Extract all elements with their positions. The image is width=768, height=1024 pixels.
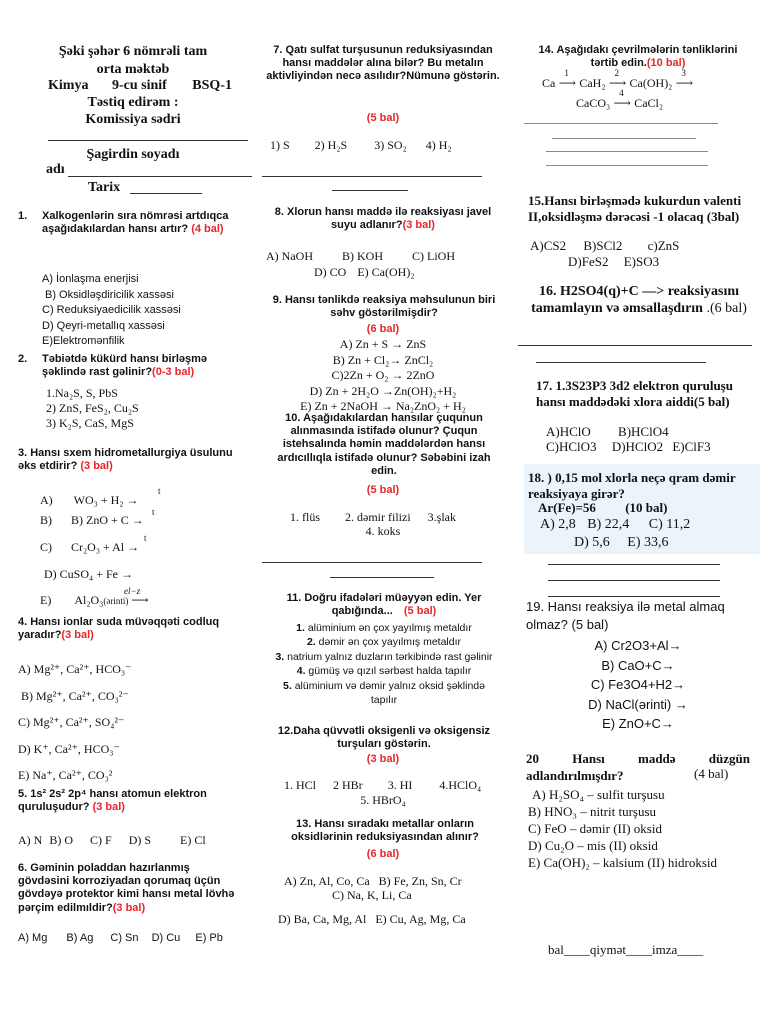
q20-points: (4 bal): [694, 766, 729, 781]
q11-item-1-text: alüminium ən çox yayılmış metaldır: [307, 622, 472, 634]
q9-option-e[interactable]: E) Zn + 2NaOH → Na₂ZnO₂ + H₂: [300, 399, 466, 413]
q11-points: (5 bal): [403, 605, 437, 618]
q11-item-2[interactable]: [272, 635, 496, 649]
q18-given: [538, 501, 667, 516]
q6-option-b[interactable]: B) Ag: [66, 932, 94, 944]
subject: Kimya: [48, 78, 89, 93]
q14-question: 14. Aşağıdakı çevrilmələrin tənliklərini tərtib edin.: [538, 44, 738, 70]
q3-b-eq: B) ZnO + C: [71, 513, 129, 527]
q3-b-label: B): [40, 513, 52, 527]
q3-option-e[interactable]: E) Al₂O₃(ərinti) ⟶: [40, 593, 149, 607]
q13-option-c[interactable]: C) Na, K, Li, Ca: [332, 888, 412, 902]
q14-cacl2: CaCl₂: [634, 96, 664, 110]
q6-option-e[interactable]: E) Pb: [195, 932, 223, 944]
q3-t-mark-b: t: [152, 507, 155, 517]
q9-option-b[interactable]: B) Zn + Cl₂→ ZnCl₂: [332, 352, 434, 367]
q14-text: [524, 44, 752, 70]
q3-c-label: C): [40, 540, 52, 554]
q8-points: (3 bal): [402, 219, 435, 232]
q8-options-row1: [266, 250, 455, 264]
q7-points: (5 bal): [366, 112, 400, 124]
q15-options-row2: [568, 255, 659, 270]
q19-question: 19. Hansı reaksiya ilə metal almaq olmaz?: [526, 599, 725, 632]
q14-chain-row2: CaCO₃ 4 ⟶ CaCl₂: [576, 88, 664, 110]
q11-item-5-text: alüminium və dəmir yalnız oksid şəklində tapılır: [294, 679, 485, 707]
grade-footer[interactable]: bal____qiymət____imza____: [548, 942, 704, 957]
q18-answer-line-2[interactable]: [548, 580, 720, 581]
q8-option-b[interactable]: B) KOH: [342, 249, 383, 263]
q14-chain-row1: Ca 1 ⟶ CaH₂ 2 ⟶ Ca(OH)₂ 3 ⟶: [542, 68, 693, 90]
q12-option-1[interactable]: 1. HCl: [284, 778, 317, 792]
q18-option-b[interactable]: B) 22,4: [587, 517, 630, 532]
name-field[interactable]: [68, 176, 252, 177]
q7-answer-line-1[interactable]: [262, 176, 482, 177]
q12-text: 12.Daha qüvvətli oksigenli və oksigensiz turşuları göstərin.: [277, 725, 491, 751]
q1-option-b[interactable]: B) Oksidləşdiricilik xassəsi: [45, 288, 174, 301]
q17-option-a[interactable]: A)HClO: [546, 424, 591, 439]
q4-option-c[interactable]: C) Mg²⁺, Ca²⁺, SO₄²⁻: [18, 715, 125, 729]
q16-answer-line-2[interactable]: [536, 362, 706, 363]
q1-points: (4 bal): [191, 223, 224, 236]
q16-text: [522, 284, 756, 317]
q11-item-1-num: 1.: [296, 622, 305, 634]
q19-option-b[interactable]: B) CaO+C→: [601, 657, 675, 673]
q14-step-3: 3: [681, 68, 686, 78]
q13-option-d[interactable]: D) Ba, Ca, Mg, Al: [278, 912, 367, 926]
q15-option-b[interactable]: B)SCl2: [583, 238, 623, 253]
q3-question: 3. Hansı sxem hidrometallurgiya üsulunu əks etdirir?: [18, 447, 233, 473]
q20-option-e[interactable]: E) Ca(OH)₂ – kalsium (II) hidroksid: [528, 855, 718, 870]
q13-options-row3: [278, 913, 466, 927]
signature-line: [48, 140, 248, 141]
q14-cah2: CaH₂: [579, 76, 606, 90]
q16-points: .(6 bal): [706, 300, 747, 316]
q10-option-1[interactable]: 1. flüs: [290, 510, 320, 524]
q6-options: [18, 932, 223, 945]
q7-options: [270, 139, 452, 153]
q18-option-e[interactable]: E) 33,6: [627, 535, 669, 550]
q17-question: 17. 1.3S23P3 3d2 elektron quruluşu hansı maddədəki xlora aiddi: [536, 378, 733, 409]
q3-e-eq: Al₂O₃: [74, 593, 104, 607]
q14-answer-line-4[interactable]: [546, 165, 708, 166]
q3-option-d[interactable]: D) CuSO₄ + Fe →: [44, 567, 133, 581]
q8-option-c[interactable]: C) LiOH: [412, 249, 455, 263]
q1-text: [18, 210, 238, 236]
q6-text: [18, 862, 244, 915]
q4-option-a[interactable]: A) Mg²⁺, Ca²⁺, HCO₃⁻: [18, 662, 132, 676]
q17-options-row1: [546, 425, 669, 440]
q11-item-3-num: 3.: [275, 650, 285, 663]
q11-question: 11. Doğru ifadələri müəyyən edin. Yer qabığında...: [286, 592, 482, 618]
q5-text: [18, 788, 243, 814]
q3-text: [18, 447, 238, 473]
q9-text: 9. Hansı tənlikdə reaksiya məhsulunun biri səhv göstərilmişdir?: [272, 294, 496, 320]
q15-options-row1: [530, 239, 679, 254]
q8-options-row2: [314, 266, 415, 280]
q1-num: 1.: [18, 210, 28, 222]
q10-answer-line-1[interactable]: [262, 562, 482, 563]
q13-options-row1: [284, 875, 462, 889]
q11-item-3-text: natrium yalnız duzların tərkibində rast gəlinir: [287, 650, 493, 663]
q17-option-d[interactable]: D)HClO2: [611, 439, 664, 454]
q14-answer-line-1[interactable]: [524, 123, 718, 124]
q11-items: [272, 621, 496, 707]
q8-option-a[interactable]: A) NaOH: [266, 249, 313, 263]
q13-text: 13. Hansı sıradakı metallar onların oksidlərinin reduksiyasından alınır?: [291, 818, 479, 844]
q13-option-b[interactable]: B) Fe, Zn, Sn, Cr: [378, 874, 462, 888]
q11-item-2-num: 2.: [306, 636, 316, 649]
q3-e-label: E): [40, 593, 52, 607]
q7-option-1[interactable]: 1) S: [270, 138, 290, 152]
q20-option-b[interactable]: B) HNO₃ – nitrit turşusu: [528, 804, 657, 819]
q20-options: [528, 786, 752, 871]
q3-points: (3 bal): [80, 460, 113, 473]
q12-options-row1: [284, 779, 481, 793]
school-line1: Şəki şəhər 6 nömrəli tam: [58, 44, 208, 59]
q10-option-4[interactable]: 4. koks: [365, 524, 401, 538]
approve-label: Təstiq edirəm :: [87, 95, 179, 110]
commission-label: Komissiya sədri: [85, 112, 181, 127]
q17-option-c[interactable]: C)HClO3: [546, 439, 597, 454]
q4-text: [18, 616, 238, 642]
q5-options: [18, 834, 206, 848]
q18-answer-line-3[interactable]: [548, 596, 720, 597]
q14-answer-line-3[interactable]: [546, 151, 708, 152]
q10-points: (5 bal): [366, 484, 400, 496]
q11-item-5[interactable]: [272, 679, 496, 708]
q3-t-mark-c: t: [144, 533, 147, 543]
q2-options: [46, 386, 246, 431]
school-name: [14, 44, 252, 60]
subject-line: [48, 78, 232, 94]
q9-points: (6 bal): [366, 323, 400, 335]
q15-option-d[interactable]: D)FeS2: [568, 254, 609, 269]
q19-option-a[interactable]: A) Cr2O3+Al→: [594, 638, 682, 653]
q9-option-d[interactable]: D) Zn + 2H₂O →Zn(OH)₂+H₂: [309, 383, 457, 398]
q15-option-a[interactable]: A)CS2: [530, 238, 567, 253]
q1-option-e[interactable]: E)Elektromənfilik: [42, 335, 125, 347]
q18-option-d[interactable]: D) 5,6: [574, 535, 610, 550]
q3-a-eq: WO₃ + H₂: [73, 493, 124, 507]
q9-option-c[interactable]: C)2Zn + O₂ → 2ZnO: [331, 368, 435, 382]
q3-el-mark: el−z: [124, 586, 141, 596]
q6-option-d[interactable]: D) Cu: [151, 932, 181, 944]
q7-text: 7. Qatı sulfat turşusunun reduksiyasından hansı maddələr alına bilər? Bu metalın aktivliyindən necə asılıdır?Nümunə göstərin.: [266, 44, 500, 83]
q3-c-eq: Cr₂O₃ + Al: [71, 540, 125, 554]
q1-option-d[interactable]: D) Qeyri-metallıq xassəsi: [42, 319, 165, 332]
q3-option-b[interactable]: B) B) ZnO + C →: [40, 513, 144, 527]
q17-points: (5 bal): [693, 393, 730, 409]
q10-text: 10. Aşağıdakılardan hansılar çuqunun alınmasında istifadə olunur? Çuqun istehsalında həmin maddələrdən hansı ardıcıllıqla istifadə olunur? Səbəbini izah edin.: [277, 412, 491, 477]
q3-a-label: A): [40, 493, 53, 507]
q18-given-value: Ar(Fe)=56: [538, 500, 596, 515]
q18-option-a[interactable]: A) 2,8: [540, 517, 576, 532]
q15-text: [528, 193, 754, 224]
q12-points: (3 bal): [366, 753, 400, 765]
q5-question: 5. 1s² 2s² 2p⁴ hansı atomun elektron quruluşudur?: [18, 788, 207, 814]
q11-item-4[interactable]: [272, 664, 496, 678]
q14-caco3: CaCO₃: [576, 96, 611, 110]
q1-option-c[interactable]: C) Reduksiyaedicilik xassəsi: [42, 304, 181, 316]
q9-option-a[interactable]: A) Zn + S → ZnS: [339, 337, 427, 351]
q19-option-c[interactable]: C) Fe3O4+H2→: [590, 677, 686, 692]
q15-option-e[interactable]: E)SO3: [623, 254, 660, 269]
q4-points: (3 bal): [61, 629, 94, 642]
q15-question: 15.Hansı birləşmədə kukurdun valenti II,oksidləşmə dərəcəsi -1 olacaq: [528, 193, 742, 224]
q10-option-3[interactable]: 3.şlak: [427, 510, 456, 524]
q17-text: [536, 378, 750, 409]
q3-e-note: (ərinti): [103, 596, 129, 606]
q20-question: 20 Hansı maddə düzgün adlandırılmışdır?: [526, 751, 750, 783]
q13-points: (6 bal): [366, 848, 400, 860]
q17-options-row2: [546, 440, 711, 455]
q6-question: 6. Gəminin poladdan hazırlanmış gövdəsini korroziyadan qorumaq üçün gövdəyə protektor kimi hansı metal lövhə pərçim edilmıldir?: [18, 862, 235, 914]
q5-option-d[interactable]: D) S: [128, 833, 152, 847]
q2-num: 2.: [18, 353, 28, 365]
q3-t-mark-a: t: [158, 486, 161, 496]
q6-option-a[interactable]: A) Mg: [18, 932, 48, 944]
q14-points: (10 bal): [646, 57, 686, 70]
q6-points: (3 bal): [112, 901, 146, 914]
q12-option-5[interactable]: 5. HBrO₄: [360, 793, 406, 807]
q2-text: [18, 353, 243, 379]
q3-option-c[interactable]: C) Cr₂O₃ + Al →: [40, 540, 140, 554]
q14-step-4: 4: [619, 88, 624, 98]
q14-step-2: 2: [614, 68, 620, 78]
q13-option-a[interactable]: A) Zn, Al, Co, Ca: [284, 874, 370, 888]
q1-option-a[interactable]: A) İonlaşma enerjisi: [42, 273, 139, 285]
q10-option-2[interactable]: 2. dəmir filizi: [345, 510, 411, 524]
q18-text: 18. ) 0,15 mol xlorla neçə qram dəmir reaksiyaya girər?: [528, 470, 736, 501]
q2-option-2[interactable]: 2) ZnS, FeS₂, Cu₂S: [46, 401, 139, 415]
column-middle: [260, 0, 506, 1024]
q4-option-b[interactable]: B) Mg²⁺, Ca²⁺, CO₃²⁻: [21, 688, 129, 703]
q18-option-c[interactable]: C) 11,2: [648, 517, 691, 532]
q8-option-d[interactable]: D) CO: [314, 265, 347, 279]
q5-points: (3 bal): [92, 801, 125, 814]
q7-answer-line-2[interactable]: [332, 190, 408, 191]
q20-option-d[interactable]: D) Cu₂O – mis (II) oksid: [528, 838, 658, 853]
q20-option-c[interactable]: C) FeO – dəmir (II) oksid: [528, 821, 662, 836]
q4-option-e[interactable]: E) Na⁺, Ca²⁺, CO₃²: [18, 768, 113, 782]
q16-answer-line-1[interactable]: [518, 345, 752, 346]
q13-option-e[interactable]: E) Cu, Ag, Mg, Ca: [375, 912, 466, 926]
q4-question: 4. Hansı ionlar suda müvəqqəti codluq yaradır?: [18, 616, 220, 642]
q7-option-3[interactable]: 3) SO₂: [374, 138, 407, 152]
q11-item-5-num: 5.: [283, 679, 292, 692]
q8-option-e[interactable]: E) Ca(OH)₂: [357, 265, 415, 279]
q18-options-row1: [540, 517, 690, 533]
school-name-2: orta məktəb: [96, 62, 170, 77]
q2-option-1[interactable]: 1.Na₂S, S, PbS: [46, 386, 118, 400]
q7-option-2[interactable]: 2) H₂S: [314, 138, 348, 152]
q3-option-a[interactable]: A) WO₃ + H₂ →: [40, 493, 139, 507]
q12-option-3[interactable]: 3. HI: [387, 778, 413, 792]
q18-points: (10 bal): [625, 500, 668, 515]
q5-option-b[interactable]: B) O: [49, 833, 73, 847]
q10-answer-line-2[interactable]: [330, 577, 434, 578]
q14-step-1: 1: [564, 68, 569, 78]
q11-item-3[interactable]: [272, 650, 496, 664]
exam-code: BSQ-1: [192, 78, 232, 93]
q2-option-3[interactable]: 3) K₂S, CaS, MgS: [46, 416, 134, 430]
q17-option-e[interactable]: E)ClF3: [672, 439, 711, 454]
name-label: adı: [46, 162, 65, 177]
q14-answer-line-2[interactable]: [552, 138, 696, 139]
q19-option-e[interactable]: E) ZnO+C→: [602, 716, 674, 731]
q5-option-a[interactable]: A) N: [18, 833, 43, 847]
q7-option-4[interactable]: 4) H₂: [425, 138, 452, 152]
q8-text: [270, 206, 496, 232]
q20-question-tail: [526, 767, 728, 782]
column-left: [14, 0, 252, 1024]
grade: 9-cu sinif: [111, 78, 167, 93]
q19-option-d[interactable]: D) NaCl(ərinti) →: [588, 696, 688, 712]
q12-option-4[interactable]: 4.HClO₄: [439, 778, 482, 792]
q1-options: [42, 272, 252, 350]
q11-item-4-num: 4.: [296, 665, 306, 678]
q6-option-c[interactable]: C) Sn: [110, 932, 139, 944]
q2-question: Təbiətdə kükürd hansı birləşmə şəklində rast gəlinir?: [42, 353, 208, 379]
date-field[interactable]: [130, 193, 202, 194]
q4-options: [18, 656, 248, 789]
q9-options: [260, 337, 506, 415]
q5-option-e[interactable]: E) Cl: [180, 833, 206, 847]
q18-answer-line-1[interactable]: [548, 564, 720, 565]
column-right: [516, 0, 760, 1024]
q14-ca: Ca: [542, 76, 556, 90]
q8-question: 8. Xlorun hansı maddə ilə reaksiyası javel suyu adlanır?: [274, 206, 492, 232]
q19-points: (5 bal): [571, 617, 609, 632]
q15-option-c[interactable]: c)ZnS: [647, 238, 680, 253]
q1-question: Xalkogenlərin sıra nömrəsi artdıqca aşağıdakılardan hansı artır?: [42, 210, 229, 236]
q11-item-4-text: gümüş və qızıl sərbəst halda tapılır: [308, 665, 472, 678]
q15-points: (3bal): [706, 208, 740, 224]
q19-text: [526, 598, 750, 634]
date-label: Tarix: [88, 180, 121, 195]
q11-item-1[interactable]: [272, 621, 496, 635]
q19-options: [516, 636, 760, 734]
q16-question: 16. H2SO4(q)+C —> reaksiyasını tamamlayın və əmsallaşdırın: [531, 284, 740, 316]
q2-points: (0-3 bal): [152, 366, 195, 379]
student-surname-label: Şagirdin soyadı: [86, 147, 180, 162]
q10-options-row1: [290, 511, 456, 525]
q4-option-d[interactable]: D) K⁺, Ca²⁺, HCO₃⁻: [18, 741, 120, 756]
q17-option-b[interactable]: B)HClO4: [618, 424, 669, 439]
q14-caoh2: Ca(OH)₂: [629, 76, 673, 90]
q18-options-row2: [574, 535, 669, 551]
q11-text: [270, 592, 498, 618]
q20-option-a[interactable]: A) H₂SO₄ – sulfit turşusu: [532, 787, 665, 802]
q5-option-c[interactable]: C) F: [90, 833, 112, 847]
q11-item-2-text: dəmir ən çox yayılmış metaldır: [318, 636, 462, 649]
q12-option-2[interactable]: 2 HBr: [333, 778, 363, 792]
